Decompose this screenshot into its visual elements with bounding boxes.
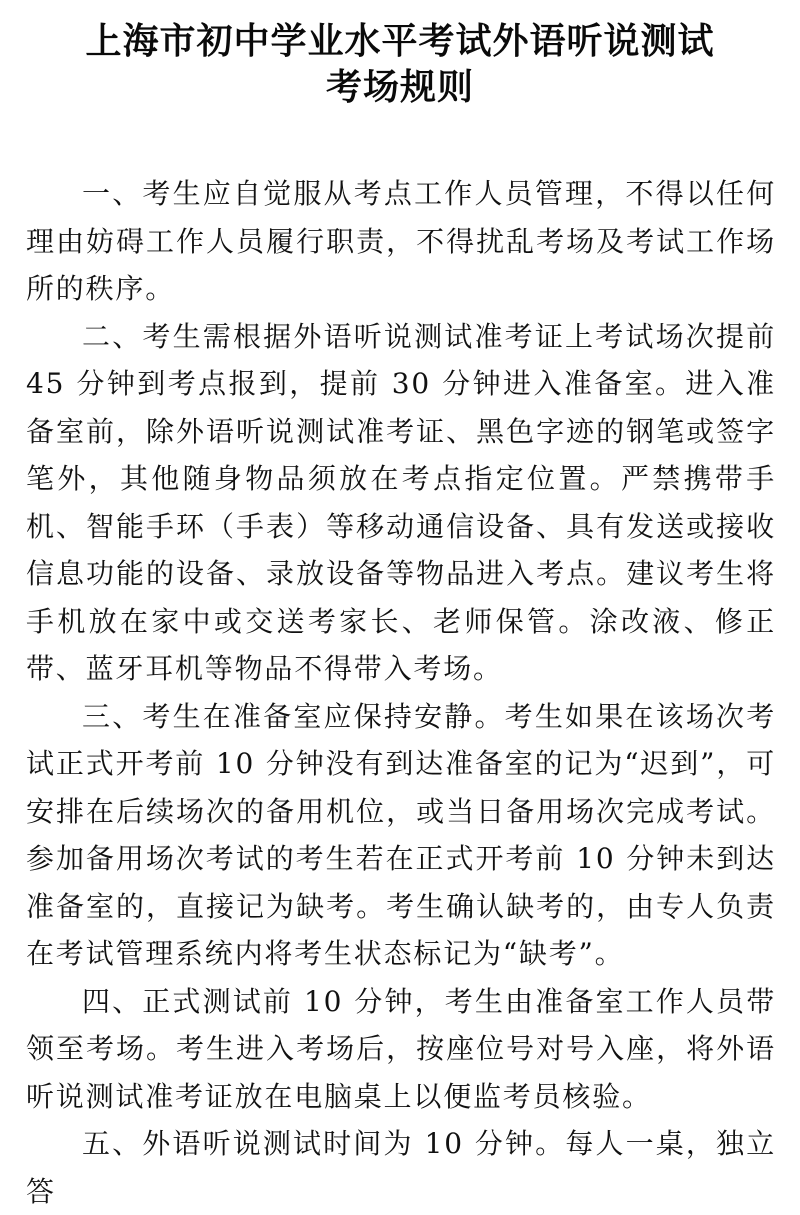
rule-paragraph-3: 三、考生在准备室应保持安静。考生如果在该场次考试正式开考前 10 分钟没有到达准备室的记为“迟到”，可安排在后续场次的备用机位，或当日备用场次完成考试。参加备用场次考试的考生若在正式开考前 10 分钟未到达准备室的，直接记为缺考。考生确认缺考的，由专人负责在考试管理系统内将考生状态标记为“缺考”。: [26, 699, 776, 970]
rule-paragraph-2: 二、考生需根据外语听说测试准考证上考试场次提前 45 分钟到考点报到，提前 30 分钟进入准备室。进入准备室前，除外语听说测试准考证、黑色字迹的钢笔或签字笔外，其他随身物品须放在考点指定位置。严禁携带手机、智能手环（手表）等移动通信设备、具有发送或接收信息功能的设备、录放设备等物品进入考点。建议考生将手机放在家中或交送考家长、老师保管。涂改液、修正带、蓝牙耳机等物品不得带入考场。: [26, 319, 776, 685]
rule-paragraph-4: 四、正式测试前 10 分钟，考生由准备室工作人员带领至考场。考生进入考场后，按座位号对号入座，将外语听说测试准考证放在电脑桌上以便监考员核验。: [26, 984, 776, 1113]
document-title: [0, 0, 800, 110]
rules-body: [0, 170, 800, 1215]
title-line-2: 考场规则: [325, 66, 474, 108]
title-line-1: 上海市初中学业水平考试外语听说测试: [85, 20, 715, 62]
rule-paragraph-5: 五、外语听说测试时间为 10 分钟。每人一桌，独立答: [26, 1127, 776, 1208]
rule-paragraph-1: 一、考生应自觉服从考点工作人员管理，不得以任何理由妨碍工作人员履行职责，不得扰乱考场及考试工作场所的秩序。: [26, 177, 776, 305]
